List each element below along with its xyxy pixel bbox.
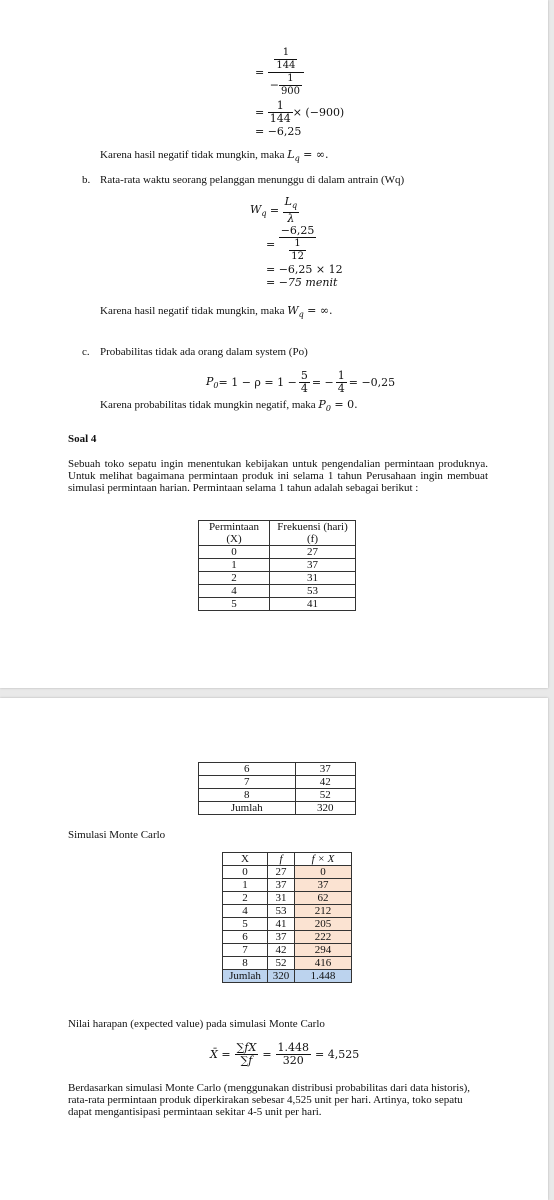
lq-result: = −6,25 (255, 125, 302, 138)
mc-table-row-cell: 41 (268, 918, 295, 931)
document-page-2 (0, 698, 548, 1200)
conclusion-text: Berdasarkan simulasi Monte Carlo (menggunakan distribusi probabilitas dari data historis), rata-rata permintaan produk diperkirakan sebesar 4,525 unit per hari. Artinya, toko sepatu dapat mengantisipasi permintaan sekitar 4-5 unit per hari. (68, 1082, 471, 1118)
p0-calculation (206, 370, 395, 395)
lq-step2-den: 144 (269, 112, 291, 125)
lq-symbol: $L_q$ (287, 148, 300, 164)
header-frekuensi: Frekuensi (hari) (f) (270, 521, 356, 546)
demand-table-row (199, 572, 356, 585)
ev-result: = 4,525 (315, 1048, 360, 1061)
demand-table-row (199, 559, 356, 572)
lq-step2-tail: × (−900) (292, 106, 345, 119)
p0-f1-den: 4 (300, 382, 308, 395)
mc-table-row (223, 892, 352, 905)
lq-top-num: 1 (274, 47, 297, 60)
p0-value: = 0. (330, 398, 358, 411)
p0-lhs: $P_0$ (206, 374, 219, 391)
demand-table-row (199, 546, 356, 559)
mc-total-row (223, 970, 352, 983)
mc-title: Simulasi Monte Carlo (68, 829, 166, 841)
demand-table-row (199, 585, 356, 598)
lq-value: = ∞. (299, 148, 329, 161)
monte-carlo-table (222, 852, 352, 983)
p0-f2-num: 1 (337, 369, 345, 382)
mc-table-row-cell: 0 (223, 866, 268, 879)
ev-lhs: X̄ = (210, 1048, 231, 1061)
p0-end: = −0,25 (348, 376, 396, 389)
ev-f1-den: ∑f (240, 1054, 253, 1067)
part-b-title: Rata-rata waktu seorang pelanggan menunggu di dalam antrain (Wq) (100, 174, 405, 186)
mc-table-row-cell: 37 (268, 879, 295, 892)
mc-table-row-cell: 294 (295, 944, 352, 957)
mc-header-row (223, 853, 352, 866)
mc-table-row-cell: 27 (268, 866, 295, 879)
lq-calculation: = $\frac{1}{144}$ − $\frac{1}{900}$ = $\frac{1}{144}$ × (−900) = −6,25 (255, 47, 345, 138)
wq-conclusion (100, 304, 333, 321)
wq-symbol: $W_q$ (287, 304, 304, 320)
part-c-label: c. (82, 346, 90, 358)
soal-text: Sebuah toko sepatu ingin menentukan kebijakan untuk pengendalian permintaan produknya. Untuk melihat bagaimana permintaan produk ini selama 1 tahun Perusahaan ingin membuat simulasi permintaan harian. Permintaan selama 1 tahun adalah sebagai berikut : (68, 458, 488, 494)
demand-table-row-cell: 8 (199, 789, 296, 802)
demand-table-row-cell: 320 (295, 802, 355, 815)
mc-table-row (223, 918, 352, 931)
mc-table-row-cell: 6 (223, 931, 268, 944)
mc-table-row-cell: 37 (295, 879, 352, 892)
mc-table-row (223, 879, 352, 892)
demand-table-row-cell: 5 (199, 598, 270, 611)
ev-f1-num: ∑fX (236, 1041, 257, 1054)
soal-title: Soal 4 (68, 433, 97, 445)
p0-mid: = 1 − ρ = 1 − (218, 376, 297, 389)
mc-table-row (223, 944, 352, 957)
demand-table-row-cell: 37 (295, 763, 355, 776)
mc-table-row-cell: 37 (268, 931, 295, 944)
demand-table (198, 520, 356, 611)
demand-table-row-cell: 1 (199, 559, 270, 572)
mc-table-row-cell: 416 (295, 957, 352, 970)
p0-conclusion-text: Karena probabilitas tidak mungkin negatif, maka (100, 399, 316, 411)
mc-table-row-cell: 205 (295, 918, 352, 931)
ev-formula: X̄ = $\frac{\sum fX}{\sum f}$ = $\frac{1.448}{320}$ = 4,525 (210, 1041, 360, 1067)
demand-table-row-cell: 4 (199, 585, 270, 598)
wq-line3: = −6,25 × 12 (266, 263, 343, 277)
demand-table-row-cell: 7 (199, 776, 296, 789)
wq-f2-num: −6,25 (280, 224, 315, 238)
wq-f2-den-den: 12 (291, 251, 304, 263)
demand-table-continued (198, 762, 356, 815)
mc-total-fx: 1.448 (295, 970, 352, 983)
p0-f1-num: 5 (300, 369, 308, 382)
wq-f1-num: $L_q$ (283, 196, 299, 213)
mc-header-f: f (268, 853, 295, 866)
ev-f2-den: 320 (282, 1054, 304, 1067)
demand-table-row-cell: 6 (199, 763, 296, 776)
demand-table-row (199, 598, 356, 611)
mc-table-row-cell: 42 (268, 944, 295, 957)
mc-header-fx: f × X (295, 853, 352, 866)
p0-mid2: = − (311, 376, 334, 389)
mc-table-row-cell: 5 (223, 918, 268, 931)
lq-bot-num: 1 (279, 73, 302, 86)
lq-step2-num: 1 (268, 100, 293, 113)
demand-table-row-cell: 37 (270, 559, 356, 572)
mc-table-row-cell: 62 (295, 892, 352, 905)
part-b-label: b. (82, 174, 91, 186)
demand-table-header (199, 521, 356, 546)
mc-header-x: X (223, 853, 268, 866)
wq-f1-den: λ (287, 212, 295, 226)
demand-table-row-cell: 27 (270, 546, 356, 559)
mc-table-row (223, 905, 352, 918)
p0-symbol: $P_0$ (318, 398, 331, 414)
mc-table-row-cell: 1 (223, 879, 268, 892)
wq-conclusion-text: Karena hasil negatif tidak mungkin, maka (100, 305, 285, 317)
mc-table-row-cell: 7 (223, 944, 268, 957)
demand-table-row-cell: 2 (199, 572, 270, 585)
mc-table-row (223, 866, 352, 879)
mc-table-row-cell: 31 (268, 892, 295, 905)
p0-f2-den: 4 (337, 382, 345, 395)
demand-table-row (199, 789, 356, 802)
wq-value: = ∞. (303, 304, 333, 317)
mc-table-row-cell: 222 (295, 931, 352, 944)
lq-bot-den: 900 (280, 86, 301, 97)
wq-calculation: $W_q$ = $\frac{L_q}{\lambda}$ = $\frac{-6,25}{\frac{1}{12}}$ = −6,25 × 12 = −75 menit (250, 195, 343, 290)
mc-table-row-cell: 52 (268, 957, 295, 970)
mc-table-row-cell: 8 (223, 957, 268, 970)
mc-table-row-cell: 53 (268, 905, 295, 918)
mc-table-row-cell: 4 (223, 905, 268, 918)
demand-table-row-cell: 52 (295, 789, 355, 802)
demand-table-row-cell: 42 (295, 776, 355, 789)
mc-table-row-cell: 2 (223, 892, 268, 905)
demand-table-row (199, 763, 356, 776)
demand-table-row (199, 776, 356, 789)
demand-table-row-cell: 31 (270, 572, 356, 585)
wq-line4: = −75 menit (266, 276, 338, 290)
mc-table-row (223, 931, 352, 944)
header-permintaan: Permintaan (X) (199, 521, 270, 546)
p0-conclusion (100, 398, 358, 415)
demand-table-row-cell: 53 (270, 585, 356, 598)
lq-top-den: 144 (276, 60, 296, 71)
mc-table-row (223, 957, 352, 970)
ev-title: Nilai harapan (expected value) pada simulasi Monte Carlo (68, 1018, 325, 1030)
mc-total-label: Jumlah (223, 970, 268, 983)
demand-table-row-cell: Jumlah (199, 802, 296, 815)
demand-table-row-cell: 41 (270, 598, 356, 611)
lq-conclusion (100, 148, 329, 165)
demand-table-row (199, 802, 356, 815)
mc-total-f: 320 (268, 970, 295, 983)
ev-f2-num: 1.448 (277, 1041, 310, 1054)
demand-table-row-cell: 0 (199, 546, 270, 559)
mc-table-row-cell: 212 (295, 905, 352, 918)
lq-conclusion-text: Karena hasil negatif tidak mungkin, maka (100, 149, 285, 161)
conclusion-paragraph (68, 1082, 488, 1118)
wq-lhs: $W_q$ (250, 203, 267, 219)
part-c-title: Probabilitas tidak ada orang dalam system (Po) (100, 346, 308, 358)
mc-table-row-cell: 0 (295, 866, 352, 879)
wq-f2-den-num: 1 (289, 238, 306, 251)
soal-paragraph (68, 458, 488, 494)
